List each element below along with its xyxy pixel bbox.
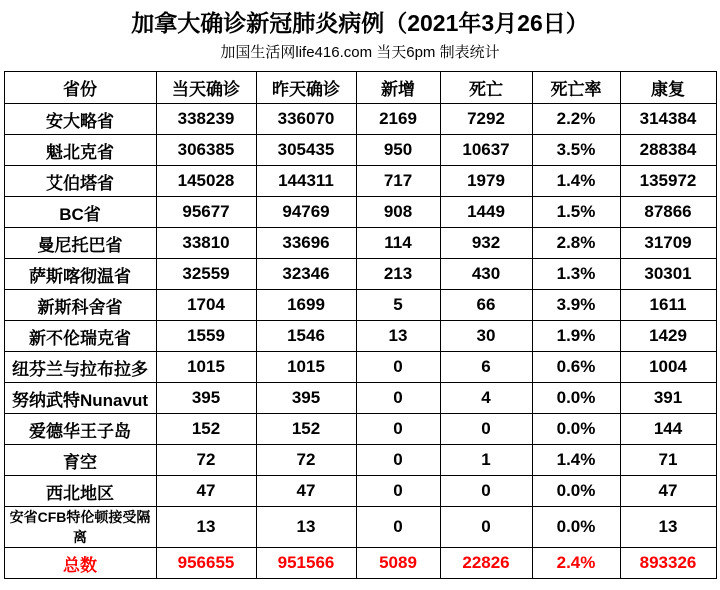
- cell-today-cases: 32559: [156, 259, 256, 290]
- page-subtitle: 加国生活网life416.com 当天6pm 制表统计: [220, 44, 500, 61]
- cell-yesterday-cases: 336070: [256, 104, 356, 135]
- cell-yesterday-cases: 1699: [256, 290, 356, 321]
- column-header-death-rate: 死亡率: [532, 72, 620, 104]
- cell-yesterday-cases: 144311: [256, 166, 356, 197]
- cell-province: 新不伦瑞克省: [4, 321, 156, 352]
- cell-recovered: 87866: [620, 197, 716, 228]
- column-header-recovered: 康复: [620, 72, 716, 104]
- cell-new-cases: 213: [356, 259, 440, 290]
- column-header-new-cases: 新增: [356, 72, 440, 104]
- cell-death-rate: 2.8%: [532, 228, 620, 259]
- cell-deaths: 1: [440, 445, 532, 476]
- cell-new-cases: 0: [356, 507, 440, 548]
- cell-total-recovered: 893326: [620, 548, 716, 579]
- cell-today-cases: 13: [156, 507, 256, 548]
- cell-recovered: 13: [620, 507, 716, 548]
- cell-total-today-cases: 956655: [156, 548, 256, 579]
- cell-death-rate: 2.2%: [532, 104, 620, 135]
- column-header-yesterday-cases: 昨天确诊: [256, 72, 356, 104]
- cell-recovered: 314384: [620, 104, 716, 135]
- cell-new-cases: 0: [356, 445, 440, 476]
- cell-province: 萨斯喀彻温省: [4, 259, 156, 290]
- cell-total-label: 总数: [4, 548, 156, 579]
- column-header-province: 省份: [4, 72, 156, 104]
- cell-deaths: 10637: [440, 135, 532, 166]
- cell-recovered: 391: [620, 383, 716, 414]
- cell-province: 安省CFB特伦顿接受隔离: [4, 507, 156, 548]
- cell-total-death-rate: 2.4%: [532, 548, 620, 579]
- cell-death-rate: 3.9%: [532, 290, 620, 321]
- cell-total-yesterday-cases: 951566: [256, 548, 356, 579]
- cell-yesterday-cases: 1015: [256, 352, 356, 383]
- cell-death-rate: 0.0%: [532, 414, 620, 445]
- cell-death-rate: 1.4%: [532, 166, 620, 197]
- cell-today-cases: 72: [156, 445, 256, 476]
- cell-yesterday-cases: 33696: [256, 228, 356, 259]
- table-row: [4, 290, 716, 321]
- table-row: [4, 414, 716, 445]
- table-total-row: [4, 548, 716, 579]
- cell-new-cases: 0: [356, 352, 440, 383]
- cell-recovered: 71: [620, 445, 716, 476]
- table-row: [4, 383, 716, 414]
- cell-today-cases: 338239: [156, 104, 256, 135]
- cell-total-deaths: 22826: [440, 548, 532, 579]
- cell-deaths: 1979: [440, 166, 532, 197]
- cell-recovered: 1004: [620, 352, 716, 383]
- cell-province: 育空: [4, 445, 156, 476]
- table-row: [4, 228, 716, 259]
- cell-today-cases: 395: [156, 383, 256, 414]
- cell-yesterday-cases: 47: [256, 476, 356, 507]
- cell-province: 曼尼托巴省: [4, 228, 156, 259]
- column-header-deaths: 死亡: [440, 72, 532, 104]
- cell-yesterday-cases: 94769: [256, 197, 356, 228]
- cell-province: 努纳武特Nunavut: [4, 383, 156, 414]
- table-row: [4, 352, 716, 383]
- cell-recovered: 30301: [620, 259, 716, 290]
- cell-today-cases: 47: [156, 476, 256, 507]
- cell-death-rate: 1.3%: [532, 259, 620, 290]
- cell-recovered: 1429: [620, 321, 716, 352]
- table-row: [4, 321, 716, 352]
- column-header-today-cases: 当天确诊: [156, 72, 256, 104]
- table-row: [4, 445, 716, 476]
- cell-province: 纽芬兰与拉布拉多: [4, 352, 156, 383]
- cell-recovered: 288384: [620, 135, 716, 166]
- cell-death-rate: 0.0%: [532, 383, 620, 414]
- cell-death-rate: 0.6%: [532, 352, 620, 383]
- cell-yesterday-cases: 152: [256, 414, 356, 445]
- cell-yesterday-cases: 32346: [256, 259, 356, 290]
- cell-deaths: 4: [440, 383, 532, 414]
- cell-new-cases: 0: [356, 476, 440, 507]
- cell-deaths: 30: [440, 321, 532, 352]
- cell-deaths: 0: [440, 414, 532, 445]
- table-header-row: [4, 72, 716, 104]
- cell-province: 魁北克省: [4, 135, 156, 166]
- cell-new-cases: 0: [356, 383, 440, 414]
- cell-today-cases: 95677: [156, 197, 256, 228]
- table-row: [4, 507, 716, 548]
- cell-death-rate: 1.9%: [532, 321, 620, 352]
- cell-today-cases: 1015: [156, 352, 256, 383]
- cell-today-cases: 1559: [156, 321, 256, 352]
- cell-deaths: 6: [440, 352, 532, 383]
- covid-table-page: [0, 9, 720, 590]
- cell-new-cases: 717: [356, 166, 440, 197]
- table-row: [4, 476, 716, 507]
- cell-yesterday-cases: 13: [256, 507, 356, 548]
- table-row: [4, 197, 716, 228]
- table-row: [4, 259, 716, 290]
- cell-province: 爱德华王子岛: [4, 414, 156, 445]
- cell-new-cases: 5: [356, 290, 440, 321]
- cell-recovered: 144: [620, 414, 716, 445]
- cell-new-cases: 0: [356, 414, 440, 445]
- cell-deaths: 932: [440, 228, 532, 259]
- cell-recovered: 1611: [620, 290, 716, 321]
- cell-deaths: 1449: [440, 197, 532, 228]
- cell-new-cases: 114: [356, 228, 440, 259]
- page-title: 加拿大确诊新冠肺炎病例（2021年3月26日）: [131, 10, 589, 36]
- cell-yesterday-cases: 305435: [256, 135, 356, 166]
- table-row: [4, 135, 716, 166]
- cell-total-new-cases: 5089: [356, 548, 440, 579]
- cell-today-cases: 152: [156, 414, 256, 445]
- cell-province: 西北地区: [4, 476, 156, 507]
- cell-deaths: 0: [440, 507, 532, 548]
- cell-province: 安大略省: [4, 104, 156, 135]
- table-body: [4, 104, 716, 579]
- cell-new-cases: 2169: [356, 104, 440, 135]
- cell-recovered: 135972: [620, 166, 716, 197]
- cell-yesterday-cases: 72: [256, 445, 356, 476]
- cell-today-cases: 1704: [156, 290, 256, 321]
- cell-today-cases: 33810: [156, 228, 256, 259]
- cell-deaths: 430: [440, 259, 532, 290]
- cell-new-cases: 13: [356, 321, 440, 352]
- cell-new-cases: 950: [356, 135, 440, 166]
- cell-deaths: 0: [440, 476, 532, 507]
- cell-today-cases: 306385: [156, 135, 256, 166]
- cell-new-cases: 908: [356, 197, 440, 228]
- cell-deaths: 7292: [440, 104, 532, 135]
- cell-province: 艾伯塔省: [4, 166, 156, 197]
- cell-recovered: 31709: [620, 228, 716, 259]
- cell-today-cases: 145028: [156, 166, 256, 197]
- table-row: [4, 166, 716, 197]
- cell-province: BC省: [4, 197, 156, 228]
- cell-death-rate: 3.5%: [532, 135, 620, 166]
- cell-death-rate: 1.4%: [532, 445, 620, 476]
- cell-deaths: 66: [440, 290, 532, 321]
- cell-death-rate: 0.0%: [532, 507, 620, 548]
- table-header: [4, 72, 716, 104]
- cell-yesterday-cases: 395: [256, 383, 356, 414]
- cell-province: 新斯科舍省: [4, 290, 156, 321]
- cell-recovered: 47: [620, 476, 716, 507]
- cell-death-rate: 0.0%: [532, 476, 620, 507]
- cell-death-rate: 1.5%: [532, 197, 620, 228]
- table-row: [4, 104, 716, 135]
- covid-statistics-table: [4, 71, 717, 579]
- cell-yesterday-cases: 1546: [256, 321, 356, 352]
